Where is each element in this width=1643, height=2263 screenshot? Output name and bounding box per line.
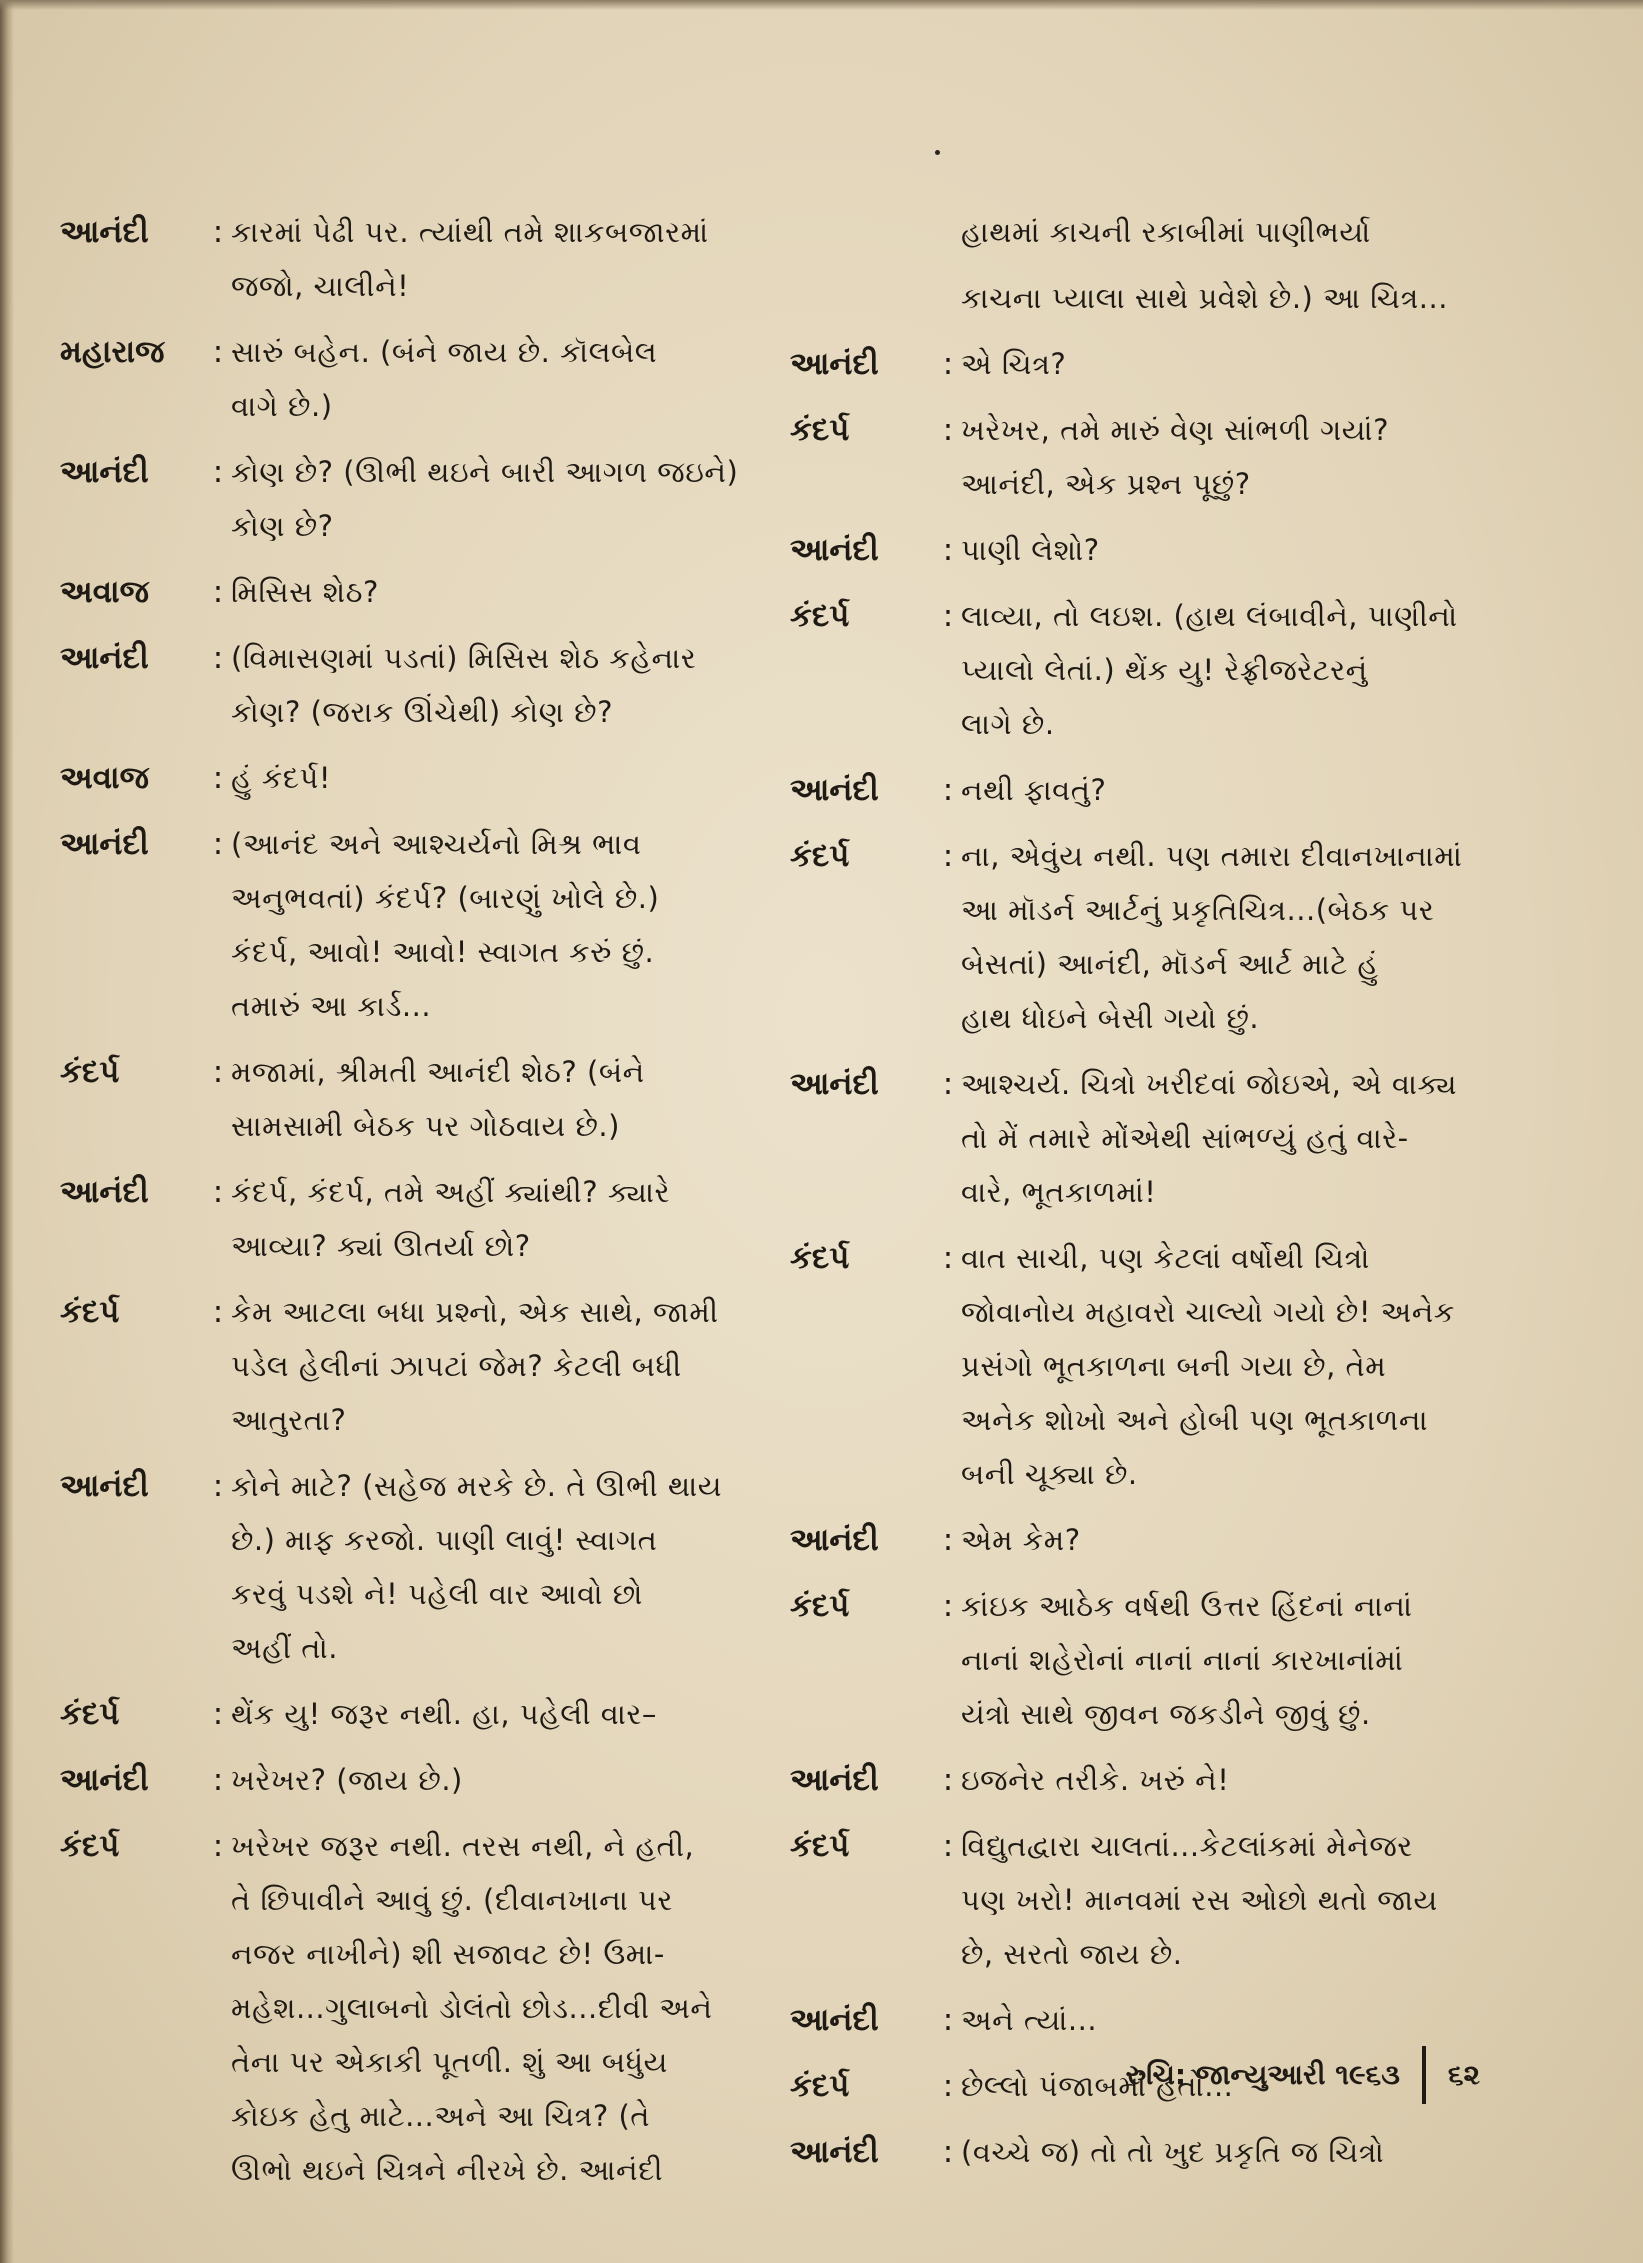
dialogue-text: [961, 1993, 1490, 2047]
page-number: ૬૨: [1447, 2058, 1480, 2091]
dialogue-line: બની ચૂક્યા છે.: [961, 1457, 1138, 1491]
speaker-colon: :: [942, 838, 954, 874]
speaker-name: આનંદી: [790, 346, 879, 382]
dialogue-line: આતુરતા?: [231, 1403, 347, 1437]
speaker-name: આનંદી: [790, 2002, 879, 2038]
footer-divider: [1422, 2046, 1426, 2104]
dialogue-line: આ મૉડર્ન આર્ટનું પ્રકૃતિચિત્ર...(બેઠક પર: [961, 893, 1435, 927]
dialogue-line: હાથ ધોઇને બેસી ગયો છું.: [961, 1001, 1260, 1035]
speaker-colon: :: [212, 1174, 224, 1210]
dialogue-entry: [790, 1753, 1490, 1807]
dialogue-entry: [60, 445, 750, 553]
speaker-name: કંદર્પ: [60, 1828, 120, 1864]
speaker-colon: :: [942, 412, 954, 448]
speaker-colon: :: [212, 1468, 224, 1504]
dialogue-text: [231, 1285, 750, 1447]
speaker-name: આનંદી: [790, 772, 879, 808]
dialogue-line: થેંક યુ! જરૂર નથી. હા, પહેલી વાર–: [231, 1697, 657, 1731]
dialogue-line: કોને માટે? (સહેજ મરકે છે. તે ઊભી થાય: [231, 1469, 722, 1503]
speaker-colon: :: [212, 214, 224, 250]
dialogue-text: [231, 1459, 750, 1675]
dialogue-text: [961, 1057, 1490, 1219]
dialogue-line: પણ ખરો! માનવમાં રસ ઓછો થતો જાય: [961, 1883, 1438, 1917]
dialogue-line: કેમ આટલા બધા પ્રશ્નો, એક સાથે, જામી: [231, 1295, 719, 1329]
speaker-colon: :: [212, 454, 224, 490]
speaker-name: આનંદી: [60, 640, 149, 676]
dialogue-line: કારમાં પેઢી પર. ત્યાંથી તમે શાકબજારમાં: [231, 215, 709, 249]
dialogue-text: [961, 1231, 1490, 1501]
speaker-name: કંદર્પ: [60, 1054, 120, 1090]
dialogue-text: [961, 589, 1490, 751]
dialogue-entry: [60, 565, 750, 619]
speaker-colon: :: [942, 1828, 954, 1864]
dialogue-text: [231, 751, 750, 805]
dialogue-line: પડેલ હેલીનાં ઝાપટાં જેમ? કેટલી બધી: [231, 1349, 682, 1383]
speaker-colon: :: [942, 2134, 954, 2170]
speaker-colon: :: [942, 1240, 954, 1276]
dialogue-entry: [790, 829, 1490, 1045]
speaker-colon: :: [212, 760, 224, 796]
dialogue-line: ખરેખર, તમે મારું વેણ સાંભળી ગયાં?: [961, 413, 1389, 447]
dialogue-line: લાગે છે.: [961, 707, 1055, 741]
dialogue-entry: [790, 337, 1490, 391]
speaker-colon: :: [212, 1828, 224, 1864]
right-column-entries: [790, 337, 1490, 2179]
dialogue-line: કોણ છે?: [231, 509, 334, 543]
dialogue-text: [231, 1687, 750, 1741]
speaker-colon: :: [942, 1588, 954, 1624]
dialogue-line: લાવ્યા, તો લઇશ. (હાથ લંબાવીને, પાણીનો: [961, 599, 1458, 633]
speaker-name: કંદર્પ: [790, 598, 850, 634]
speaker-colon: :: [212, 1294, 224, 1330]
dialogue-text: [231, 205, 750, 313]
dialogue-text: [961, 1819, 1490, 1981]
speaker-colon: :: [212, 826, 224, 862]
speaker-name: મહારાજ: [60, 334, 165, 370]
dialogue-line: અનુભવતાં) કંદર્પ? (બારણું ખોલે છે.): [231, 881, 660, 915]
speaker-colon: :: [942, 1762, 954, 1798]
speaker-name: આનંદી: [60, 454, 149, 490]
dialogue-entry: [60, 1459, 750, 1675]
dialogue-entry: [790, 1513, 1490, 1567]
dialogue-line: તો મેં તમારે મોંએથી સાંભળ્યું હતું વારે-: [961, 1121, 1409, 1155]
dialogue-line: વારે, ભૂતકાળમાં!: [961, 1175, 1157, 1209]
dialogue-line: કરવું પડશે ને! પહેલી વાર આવો છો: [231, 1577, 643, 1611]
dialogue-line: કોઇક હેતુ માટે...અને આ ચિત્ર? (તે: [231, 2099, 651, 2133]
speaker-name: કંદર્પ: [790, 838, 850, 874]
dialogue-line: મજામાં, શ્રીમતી આનંદી શેઠ? (બંને: [231, 1055, 645, 1089]
dialogue-text: [231, 1165, 750, 1273]
dialogue-line: ઇજનેર તરીકે. ખરું ને!: [961, 1763, 1230, 1797]
dialogue-line: પ્યાલો લેતાં.) થેંક યુ! રેફ્રીજરેટરનું: [961, 653, 1368, 687]
speaker-name: કંદર્પ: [790, 1588, 850, 1624]
dialogue-entry: [60, 751, 750, 805]
dialogue-line: વાત સાચી, પણ કેટલાં વર્ષોથી ચિત્રો: [961, 1241, 1370, 1275]
speaker-name: આનંદી: [60, 1762, 149, 1798]
dialogue-line: (વિમાસણમાં પડતાં) મિસિસ શેઠ કહેનાર: [231, 641, 697, 675]
dialogue-line: ખરેખર જરૂર નથી. તરસ નથી, ને હતી,: [231, 1829, 695, 1863]
dialogue-text: [961, 1513, 1490, 1567]
dialogue-line: સારું બહેન. (બંને જાય છે. કૉલબેલ: [231, 335, 658, 369]
dialogue-entry: [790, 523, 1490, 577]
speaker-name: કંદર્પ: [790, 2068, 850, 2104]
dialogue-text: [961, 763, 1490, 817]
dialogue-entry: [790, 1231, 1490, 1501]
page-footer: [1040, 2045, 1480, 2105]
dialogue-entry: [60, 325, 750, 433]
page-left-edge-shadow: [0, 0, 14, 2263]
dialogue-entry: [60, 1045, 750, 1153]
dialogue-line: (વચ્ચે જ) તો તો ખુદ પ્રકૃતિ જ ચિત્રો: [961, 2135, 1385, 2169]
dialogue-line: એમ કેમ?: [961, 1523, 1081, 1557]
dialogue-line: કાંઇક આઠેક વર્ષથી ઉત્તર હિંદનાં નાનાં: [961, 1589, 1413, 1623]
dialogue-entry: [60, 205, 750, 313]
dialogue-entry: [790, 1993, 1490, 2047]
speaker-colon: :: [942, 598, 954, 634]
speaker-name: કંદર્પ: [790, 1240, 850, 1276]
dialogue-text: [961, 2125, 1490, 2179]
dialogue-text: [231, 817, 750, 1033]
dialogue-entry: [60, 631, 750, 739]
speaker-colon: :: [942, 772, 954, 808]
dialogue-entry: [790, 589, 1490, 751]
dialogue-line: આવ્યા? ક્યાં ઊતર્યા છો?: [231, 1229, 531, 1263]
dialogue-text: [961, 829, 1490, 1045]
speaker-colon: :: [942, 346, 954, 382]
dialogue-entry: [790, 1819, 1490, 1981]
dialogue-line: તે છિપાવીને આવું છું. (દીવાનખાના પર: [231, 1883, 673, 1917]
dialogue-line: આશ્ચર્ય. ચિત્રો ખરીદવાં જોઇએ, એ વાક્ય: [961, 1067, 1458, 1101]
dialogue-entry: [60, 1687, 750, 1741]
dialogue-text: [231, 325, 750, 433]
speaker-name: અવાજ: [60, 574, 149, 610]
speaker-name: આનંદી: [790, 1066, 879, 1102]
continued-stage-direction-line-2: કાચના પ્યાલા સાથે પ્રવેશે છે.) આ ચિત્ર...: [961, 281, 1448, 315]
dialogue-line: એ ચિત્ર?: [961, 347, 1067, 381]
speaker-name: કંદર્પ: [790, 412, 850, 448]
speaker-colon: :: [942, 1522, 954, 1558]
dialogue-line: આનંદી, એક પ્રશ્ન પૂછું?: [961, 467, 1251, 501]
dialogue-line: સામસામી બેઠક પર ગોઠવાય છે.): [231, 1109, 620, 1143]
dialogue-line: મિસિસ શેઠ?: [231, 575, 379, 609]
speaker-colon: :: [942, 1066, 954, 1102]
left-column: [60, 205, 750, 2209]
dialogue-line: મહેશ...ગુલાબનો ડોલંતો છોડ...દીવી અને: [231, 1991, 713, 2025]
dialogue-text: [231, 1819, 750, 2197]
dialogue-text: [961, 403, 1490, 511]
speaker-name: કંદર્પ: [790, 1828, 850, 1864]
dialogue-line: નથી ફાવતું?: [961, 773, 1107, 807]
speaker-name: આનંદી: [790, 1522, 879, 1558]
speaker-name: આનંદી: [790, 2134, 879, 2170]
speaker-name: આનંદી: [60, 1468, 149, 1504]
dialogue-text: [231, 1045, 750, 1153]
dialogue-line: કંદર્પ, આવો! આવો! સ્વાગત કરું છું.: [231, 935, 655, 969]
dialogue-text: [231, 631, 750, 739]
dialogue-line: ના, એવુંય નથી. પણ તમારા દીવાનખાનામાં: [961, 839, 1463, 873]
speaker-name: આનંદી: [60, 214, 149, 250]
dialogue-text: [961, 1753, 1490, 1807]
dialogue-line: છે, સરતો જાય છે.: [961, 1937, 1183, 1971]
print-speck: [935, 150, 940, 155]
dialogue-line: ખરેખર? (જાય છે.): [231, 1763, 463, 1797]
speaker-colon: :: [212, 1054, 224, 1090]
dialogue-entry: [60, 1165, 750, 1273]
speaker-colon: :: [942, 2068, 954, 2104]
dialogue-text: [961, 337, 1490, 391]
dialogue-line: હું કંદર્પ!: [231, 761, 331, 795]
continued-stage-direction-line-1: હાથમાં કાચની રકાબીમાં પાણીભર્યા: [961, 215, 1371, 249]
speaker-colon: :: [212, 574, 224, 610]
page-top-edge-shadow: [0, 0, 1643, 10]
dialogue-line: વિદ્યુતદ્વારા ચાલતાં...કેટલાંકમાં મેનેજર: [961, 1829, 1413, 1863]
dialogue-entry: [60, 1819, 750, 2197]
dialogue-entry: [60, 1285, 750, 1447]
journal-name-date: રુચિ: જાન્યુઆરી ૧૯૬૩: [1125, 2058, 1400, 2091]
dialogue-text: [231, 565, 750, 619]
dialogue-line: છે.) માફ કરજો. પાણી લાવું! સ્વાગત: [231, 1523, 658, 1557]
dialogue-line: કોણ છે? (ઊભી થઇને બારી આગળ જઇને): [231, 455, 739, 489]
dialogue-text: [961, 1579, 1490, 1741]
dialogue-line: (આનંદ અને આશ્ચર્યનો મિશ્ર ભાવ: [231, 827, 642, 861]
right-column: [790, 205, 1490, 2191]
speaker-colon: :: [212, 640, 224, 676]
speaker-name: કંદર્પ: [60, 1294, 120, 1330]
dialogue-line: અનેક શોખો અને હોબી પણ ભૂતકાળના: [961, 1403, 1429, 1437]
dialogue-line: નજર નાખીને) શી સજાવટ છે! ઉમા-: [231, 1937, 665, 1971]
dialogue-line: ઊભો થઇને ચિત્રને નીરખે છે. આનંદી: [231, 2153, 664, 2187]
dialogue-text: [231, 445, 750, 553]
speaker-name: આનંદી: [790, 1762, 879, 1798]
dialogue-line: તેના પર એકાકી પૂતળી. શું આ બધુંય: [231, 2045, 668, 2079]
speaker-colon: :: [212, 334, 224, 370]
dialogue-entry: [790, 2125, 1490, 2179]
dialogue-entry: [790, 1057, 1490, 1219]
dialogue-line: બેસતાં) આનંદી, મૉડર્ન આર્ટ માટે હું: [961, 947, 1379, 981]
dialogue-entry: [60, 1753, 750, 1807]
speaker-colon: :: [942, 532, 954, 568]
dialogue-entry: [790, 763, 1490, 817]
dialogue-line: નાનાં શહેરોનાં નાનાં નાનાં કારખાનાંમાં: [961, 1643, 1404, 1677]
dialogue-line: યંત્રો સાથે જીવન જકડીને જીવું છું.: [961, 1697, 1371, 1731]
dialogue-line: અહીં તો.: [231, 1631, 338, 1665]
dialogue-text: [231, 1753, 750, 1807]
dialogue-text: [961, 523, 1490, 577]
speaker-name: આનંદી: [790, 532, 879, 568]
dialogue-line: તમારું આ કાર્ડ...: [231, 989, 432, 1023]
dialogue-line: જજો, ચાલીને!: [231, 269, 410, 303]
dialogue-line: પાણી લેશો?: [961, 533, 1100, 567]
dialogue-line: અને ત્યાં...: [961, 2003, 1098, 2037]
speaker-name: કંદર્પ: [60, 1696, 120, 1732]
dialogue-line: કંદર્પ, કંદર્પ, તમે અહીં ક્યાંથી? ક્યારે: [231, 1175, 670, 1209]
dialogue-entry: [790, 403, 1490, 511]
dialogue-entry: [790, 1579, 1490, 1741]
dialogue-line: જોવાનોય મહાવરો ચાલ્યો ગયો છે! અનેક: [961, 1295, 1455, 1329]
speaker-colon: :: [212, 1762, 224, 1798]
dialogue-line: છેલ્લો પંજાબમાં હતો...: [961, 2069, 1234, 2103]
speaker-name: અવાજ: [60, 760, 149, 796]
dialogue-line: કોણ? (જરાક ઊંચેથી) કોણ છે?: [231, 695, 613, 729]
speaker-colon: :: [212, 1696, 224, 1732]
dialogue-entry: [60, 817, 750, 1033]
speaker-colon: :: [942, 2002, 954, 2038]
speaker-name: આનંદી: [60, 1174, 149, 1210]
speaker-name: આનંદી: [60, 826, 149, 862]
dialogue-line: વાગે છે.): [231, 389, 333, 423]
dialogue-line: પ્રસંગો ભૂતકાળના બની ગયા છે, તેમ: [961, 1349, 1387, 1383]
